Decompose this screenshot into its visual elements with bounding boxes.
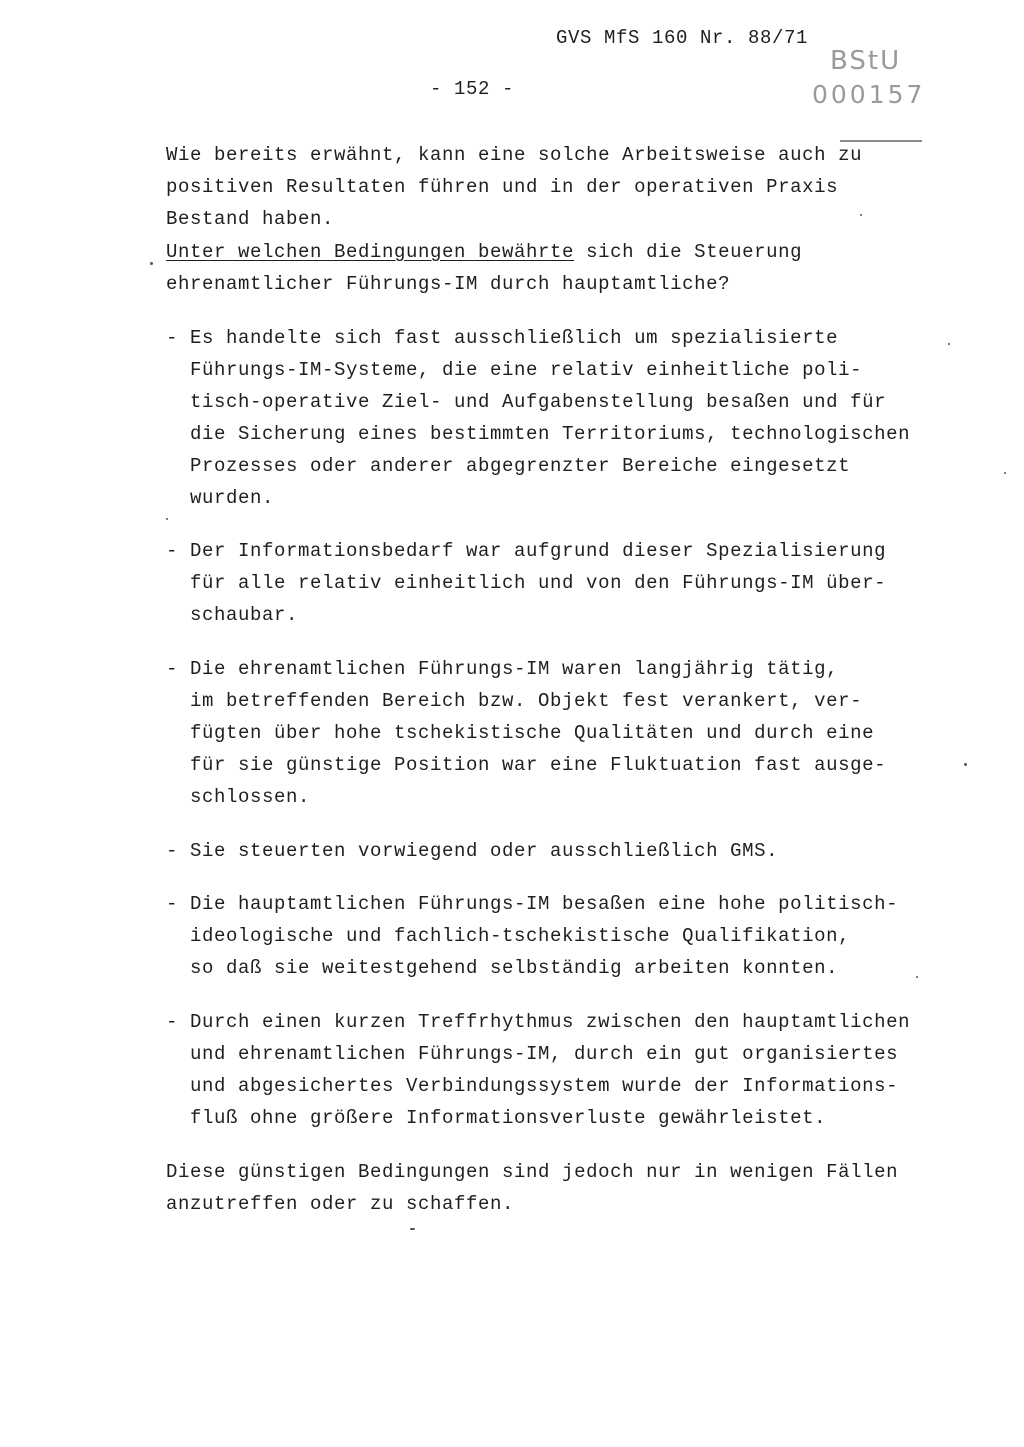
bullet-1-line-5: Prozesses oder anderer abgegrenzter Bereiche eingesetzt (190, 455, 851, 477)
page-number: - 152 - (430, 78, 515, 100)
bullet-1 (190, 326, 911, 509)
bullet-marker-6: - (166, 1011, 179, 1033)
bullet-1-line-1: Es handelte sich fast ausschließlich um spezialisierte (190, 327, 839, 349)
stamp-rule (840, 140, 922, 142)
bullet-6-line-1: Durch einen kurzen Treffrhythmus zwischen den hauptamtlichen (190, 1011, 911, 1033)
bullet-3-line-2: im betreffenden Bereich bzw. Objekt fest verankert, ver- (190, 690, 863, 712)
bullet-3-line-4: für sie günstige Position war eine Fluktuation fast ausge- (190, 754, 887, 776)
scan-speck (166, 518, 168, 520)
bullet-1-line-4: die Sicherung eines bestimmten Territoriums, technologischen (190, 423, 911, 445)
bullet-marker-4: - (166, 840, 179, 862)
bullet-2-line-3: schaubar. (190, 604, 299, 626)
bullet-2-line-2: für alle relativ einheitlich und von den Führungs-IM über- (190, 572, 887, 594)
bullet-4-line-1: Sie steuerten vorwiegend oder ausschließlich GMS. (190, 840, 779, 862)
scan-speck (410, 1228, 415, 1230)
intro-line-2: positiven Resultaten führen und in der operativen Praxis (166, 176, 839, 198)
question-line-1 (166, 240, 802, 264)
bullet-3-line-1: Die ehrenamtlichen Führungs-IM waren langjährig tätig, (190, 658, 839, 680)
scan-speck (150, 262, 153, 265)
stamp-number: 000157 (812, 80, 926, 109)
bullet-5 (190, 892, 899, 1002)
bullet-marker-3: - (166, 658, 179, 680)
bullet-2 (190, 539, 887, 649)
bullet-6-line-3: und abgesichertes Verbindungssystem wurde der Informations- (190, 1075, 899, 1097)
scan-speck (860, 214, 862, 216)
bullet-marker-2: - (166, 540, 179, 562)
bullet-6 (190, 1010, 911, 1142)
archive-stamp (812, 46, 926, 112)
scan-speck (964, 763, 967, 766)
conclusion-line-1: Diese günstigen Bedingungen sind jedoch nur in wenigen Fällen (166, 1161, 899, 1183)
intro-line-1: Wie bereits erwähnt, kann eine solche Arbeitsweise auch zu (166, 144, 863, 166)
bullet-1-line-6: wurden. (190, 487, 275, 509)
bullet-marker-5: - (166, 893, 179, 915)
bullet-1-line-3: tisch-operative Ziel- und Aufgabenstellung besaßen und für (190, 391, 887, 413)
scan-speck (916, 976, 918, 978)
stamp-org: BStU (830, 46, 902, 76)
intro-line-3: Bestand haben. (166, 208, 335, 230)
bullet-5-line-1: Die hauptamtlichen Führungs-IM besaßen eine hohe politisch- (190, 893, 899, 915)
bullet-1-line-2: Führungs-IM-Systeme, die eine relativ einheitliche poli- (190, 359, 863, 381)
bullet-5-line-2: ideologische und fachlich-tschekistische Qualifikation, (190, 925, 851, 947)
scan-speck (1004, 472, 1006, 474)
question-rest: sich die Steuerung (574, 241, 803, 263)
scan-speck (948, 343, 950, 345)
bullet-marker-1: - (166, 327, 179, 349)
conclusion-line-2: anzutreffen oder zu schaffen. (166, 1193, 515, 1215)
bullet-2-line-1: Der Informationsbedarf war aufgrund dieser Spezialisierung (190, 540, 887, 562)
question-line-2: ehrenamtlicher Führungs-IM durch hauptamtliche? (166, 273, 731, 295)
document-reference: GVS MfS 160 Nr. 88/71 (556, 27, 809, 49)
bullet-6-line-4: fluß ohne größere Informationsverluste gewährleistet. (190, 1107, 827, 1129)
question-underlined: Unter welchen Bedingungen bewährte (166, 241, 575, 263)
bullet-6-line-2: und ehrenamtlichen Führungs-IM, durch ein gut organisiertes (190, 1043, 899, 1065)
bullet-3-line-3: fügten über hohe tschekistische Qualitäten und durch eine (190, 722, 875, 744)
bullet-5-line-3: so daß sie weitestgehend selbständig arbeiten konnten. (190, 957, 839, 979)
bullet-3 (190, 657, 887, 811)
bullet-3-line-5: schlossen. (190, 786, 311, 808)
